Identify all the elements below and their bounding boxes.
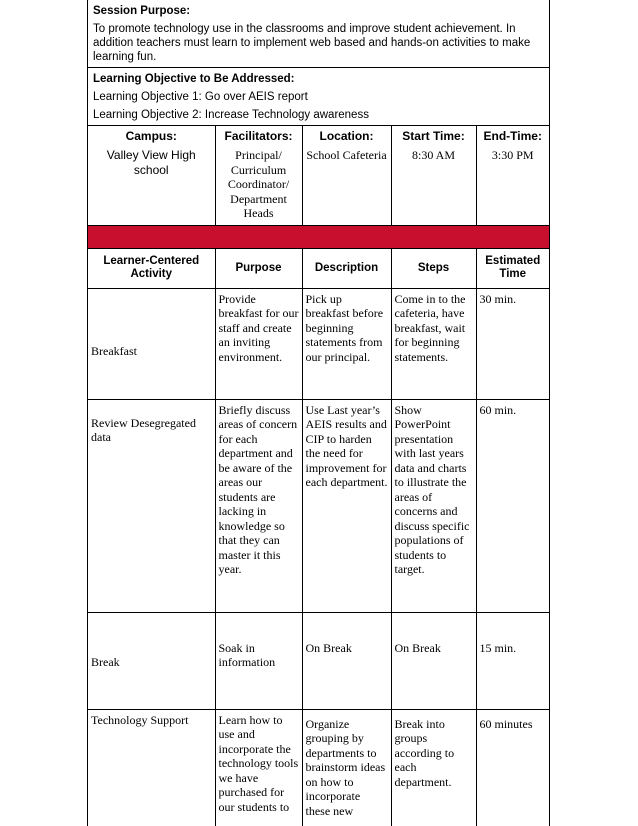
start-time-cell xyxy=(391,126,476,225)
learning-objectives-heading: Learning Objective to Be Addressed: xyxy=(93,73,295,85)
learning-objective-2: Learning Objective 2: Increase Technology awareness xyxy=(93,109,369,121)
location-value: School Cafeteria xyxy=(306,148,387,162)
steps-cell: Break into groups according to each department. xyxy=(391,709,476,826)
time-cell: 15 min. xyxy=(476,612,549,709)
table-row xyxy=(88,612,549,709)
campus-label: Campus: xyxy=(125,129,177,143)
campus-value: Valley View High school xyxy=(106,148,196,177)
time-cell: 60 minutes xyxy=(476,709,549,826)
facilitators-cell xyxy=(215,126,302,225)
header-purpose: Purpose xyxy=(215,249,302,288)
section-divider-bar xyxy=(88,225,549,249)
description-cell: Use Last year’s AEIS results and CIP to harden the need for improvement for each department. xyxy=(302,399,391,612)
time-cell: 30 min. xyxy=(476,288,549,399)
header-steps: Steps xyxy=(391,249,476,288)
purpose-cell: Learn how to use and incorporate the technology tools we have purchased for our students to xyxy=(215,709,302,826)
session-purpose-text: To promote technology use in the classrooms and improve student achievement. In addition teachers must learn to implement web based and hands-on activities to make learning fun. xyxy=(93,23,531,63)
activity-cell: Technology Support xyxy=(88,709,215,826)
agenda-document xyxy=(87,0,550,826)
header-activity: Learner-Centered Activity xyxy=(88,249,215,288)
description-cell: Organize grouping by departments to brainstorm ideas on how to incorporate these new xyxy=(302,709,391,826)
session-purpose-section xyxy=(88,0,549,68)
campus-cell xyxy=(88,126,215,225)
session-purpose-heading: Session Purpose: xyxy=(93,5,191,17)
location-cell xyxy=(302,126,391,225)
header-estimated-time: Estimated Time xyxy=(476,249,549,288)
location-label: Location: xyxy=(319,129,374,143)
description-cell: Pick up breakfast before beginning statements from our principal. xyxy=(302,288,391,399)
end-time-value: 3:30 PM xyxy=(491,148,534,162)
steps-cell: On Break xyxy=(391,612,476,709)
purpose-cell: Provide breakfast for our staff and create an inviting environment. xyxy=(215,288,302,399)
table-row xyxy=(88,288,549,399)
end-time-label: End-Time: xyxy=(483,129,542,143)
learning-objectives-section xyxy=(88,68,549,126)
start-time-label: Start Time: xyxy=(402,129,465,143)
activities-header-row xyxy=(88,249,549,288)
session-info-table xyxy=(88,126,549,225)
end-time-cell xyxy=(476,126,549,225)
header-description: Description xyxy=(302,249,391,288)
start-time-value: 8:30 AM xyxy=(411,148,455,162)
facilitators-value: Principal/ Curriculum Coordinator/ Department Heads xyxy=(227,148,290,220)
session-info-row xyxy=(88,126,549,225)
activity-cell: Breakfast xyxy=(88,288,215,399)
table-row xyxy=(88,399,549,612)
activity-cell: Review Desegregated data xyxy=(88,399,215,612)
activity-cell: Break xyxy=(88,612,215,709)
purpose-cell: Soak in information xyxy=(215,612,302,709)
activities-table xyxy=(88,249,549,826)
purpose-cell: Briefly discuss areas of concern for each department and be aware of the areas our students are lacking in knowledge so that they can master it this year. xyxy=(215,399,302,612)
description-cell: On Break xyxy=(302,612,391,709)
steps-cell: Show PowerPoint presentation with last years data and charts to illustrate the areas of concerns and discuss specific populations of students to target. xyxy=(391,399,476,612)
table-row xyxy=(88,709,549,826)
steps-cell: Come in to the cafeteria, have breakfast, wait for beginning statements. xyxy=(391,288,476,399)
learning-objective-1: Learning Objective 1: Go over AEIS report xyxy=(93,91,308,103)
time-cell: 60 min. xyxy=(476,399,549,612)
facilitators-label: Facilitators: xyxy=(224,129,293,143)
